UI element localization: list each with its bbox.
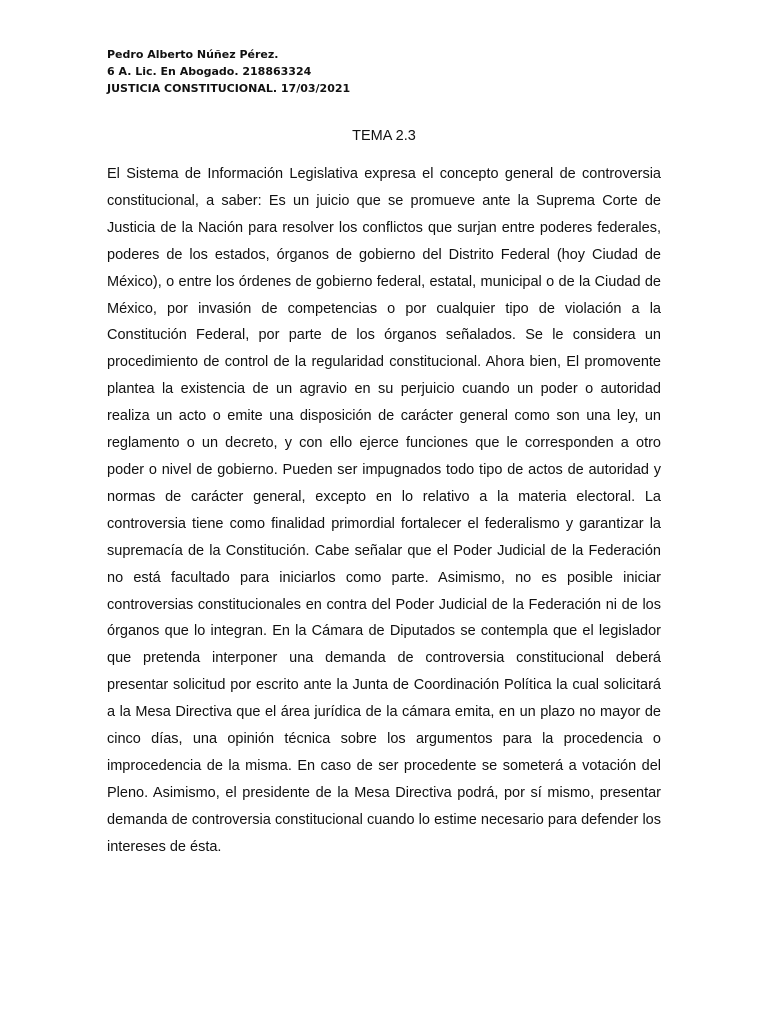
document-title: TEMA 2.3: [352, 128, 416, 144]
subject-and-date: JUSTICIA CONSTITUCIONAL. 17/03/2021: [107, 82, 351, 95]
body-paragraph: El Sistema de Información Legislativa expresa el concepto general de controversia constitucional, a saber: Es un juicio que se promueve ante la Suprema Corte de Justicia de la Nación para resolver los conflictos que surjan entre poderes federales, poderes de los estados, órganos de gobierno del Distrito Federal (hoy Ciudad de México), o entre los órdenes de gobierno federal, estatal, municipal o de la Ciudad de México, por invasión de competencias o por cualquier tipo de violación a la Constitución Federal, por parte de los órganos señalados. Se le considera un procedimiento de control de la regularidad constitucional. Ahora bien, El promovente plantea la existencia de un agravio en su perjuicio cuando un poder o autoridad realiza un acto o emite una disposición de carácter general como son una ley, un reglamento o un decreto, y con ello ejerce funciones que le corresponden a otro poder o nivel de gobierno. Pueden ser impugnados todo tipo de actos de autoridad y normas de carácter general, excepto en lo relativo a la materia electoral. La controversia tiene como finalidad primordial fortalecer el federalismo y garantizar la supremacía de la Constitución. Cabe señalar que el Poder Judicial de la Federación no está facultado para iniciarlos como parte. Asimismo, no es posible iniciar controversias constitucionales en contra del Poder Judicial de la Federación ni de los órganos que lo integran. En la Cámara de Diputados se contempla que el legislador que pretenda interponer una demanda de controversia constitucional deberá presentar solicitud por escrito ante la Junta de Coordinación Política la cual solicitará a la Mesa Directiva que el área jurídica de la cámara emita, en un plazo no mayor de cinco días, una opinión técnica sobre los argumentos para la procedencia o improcedencia de la misma. En caso de ser procedente se someterá a votación del Pleno. Asimismo, el presidente de la Mesa Directiva podrá, por sí mismo, presentar demanda de controversia constitucional cuando lo estime necesario para defender los intereses de ésta.: [107, 166, 661, 855]
author-course-info: 6 A. Lic. En Abogado. 218863324: [107, 65, 312, 78]
author-name: Pedro Alberto Núñez Pérez.: [107, 48, 279, 61]
author-header: [107, 46, 350, 97]
